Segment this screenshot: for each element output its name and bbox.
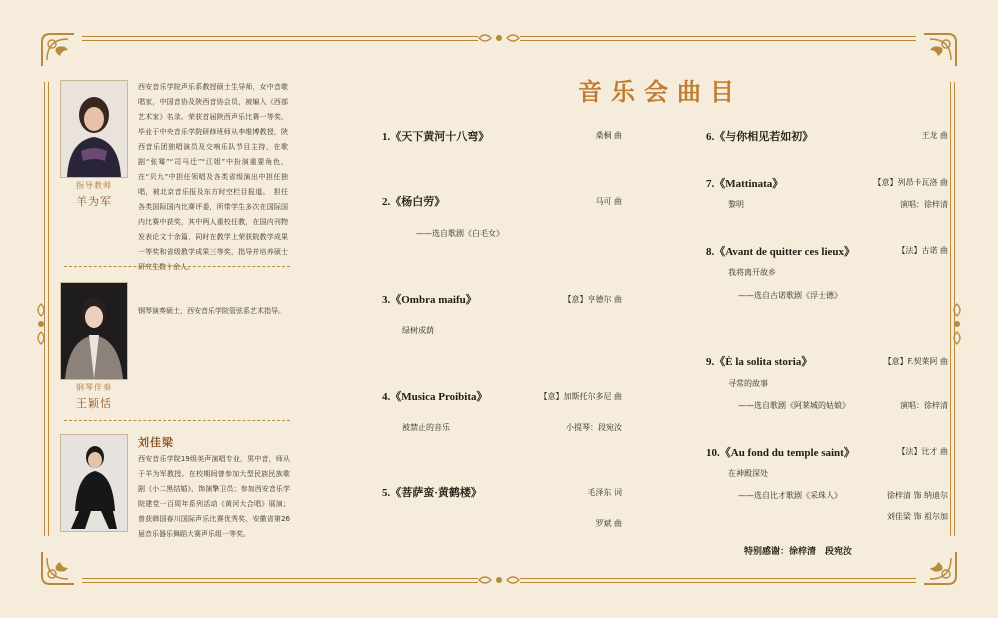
piece-5-title: 5.《菩萨蛮·黄鹤楼》 <box>382 487 482 499</box>
program-title: 音乐会曲目 <box>578 77 743 106</box>
piece-9-source: ——选自歌剧《阿莱城的姑娘》 <box>738 401 850 410</box>
pianist-name: 王颖恬 <box>76 398 112 410</box>
piece-3-credit: 【意】亨德尔 曲 <box>563 295 622 304</box>
pianist-photo <box>60 282 128 380</box>
piece-8-title: 8.《Avant de quitter ces lieux》 <box>706 246 855 258</box>
teacher-photo <box>60 80 128 178</box>
teacher-role: 指导教师 <box>76 181 112 190</box>
piece-1-credit: 桑桐 曲 <box>595 131 622 140</box>
frame-top-right-line <box>520 36 916 37</box>
piece-10-credit: 【法】比才 曲 <box>897 447 948 456</box>
piece-1-title: 1.《天下黄河十八弯》 <box>382 131 490 143</box>
singer-photo <box>60 434 128 532</box>
pianist-role: 钢琴伴奏 <box>76 383 112 392</box>
piece-7-performer: 演唱：徐梓清 <box>900 200 948 209</box>
piece-9-subtitle: 寻常的故事 <box>728 379 768 388</box>
piece-8-subtitle: 我将离开故乡 <box>728 268 776 277</box>
piece-2-title: 2.《杨白劳》 <box>382 196 446 208</box>
piece-10-source: ——选自比才歌剧《采珠人》 <box>738 491 842 500</box>
piece-9-title: 9.《È la solita storia》 <box>706 356 813 368</box>
piece-6-title: 6.《与你相见若如初》 <box>706 131 814 143</box>
frame-bottom-right-line-2 <box>520 582 916 583</box>
frame-top-left-line <box>82 36 478 37</box>
corner-ornament-icon <box>920 30 960 70</box>
scroll-ornament-icon <box>477 573 521 587</box>
piece-4-subtitle: 被禁止的音乐 <box>402 423 450 432</box>
piece-8-credit: 【法】古诺 曲 <box>897 246 948 255</box>
piece-10-cast-1: 徐梓清 饰 纳迪尔 <box>886 491 948 500</box>
frame-left-line-2 <box>48 82 49 536</box>
section-divider <box>64 420 290 421</box>
piece-3-title: 3.《Ombra maifu》 <box>382 294 477 306</box>
corner-ornament-icon <box>920 548 960 588</box>
corner-ornament-icon <box>38 548 78 588</box>
piece-10-title: 10.《Au fond du temple saint》 <box>706 447 855 459</box>
corner-ornament-icon <box>38 30 78 70</box>
frame-bottom-left-line-2 <box>82 582 478 583</box>
scroll-ornament-icon <box>34 302 48 346</box>
piece-8-source: ——选自古诺歌剧《浮士德》 <box>738 291 842 300</box>
frame-top-left-line-2 <box>82 40 478 41</box>
piece-3-subtitle: 绿树成荫 <box>402 326 434 335</box>
frame-bottom-left-line <box>82 578 478 579</box>
piece-7-title: 7.《Mattinata》 <box>706 178 784 190</box>
pianist-bio: 钢琴演奏硕士，西安音乐学院管弦系艺术指导。 <box>138 307 285 315</box>
piece-9-credit: 【意】F.契莱阿 曲 <box>883 357 948 366</box>
special-thanks: 特别感谢：徐梓清 段宛汝 <box>744 547 853 557</box>
piece-7-credit: 【意】列昂卡瓦洛 曲 <box>873 178 948 187</box>
piece-5-credit2: 罗斌 曲 <box>595 519 622 528</box>
piece-10-cast-2: 刘佳梁 饰 祖尔加 <box>886 512 948 521</box>
piece-2-credit: 马可 曲 <box>595 197 622 206</box>
scroll-ornament-icon <box>477 31 521 45</box>
piece-10-subtitle: 在神殿深处 <box>728 469 768 478</box>
piece-7-subtitle: 黎明 <box>728 200 744 209</box>
teacher-bio: 西安音乐学院声乐系教授硕士生导师，女中音歌唱家，中国音协及陕西音协会员，被编入《西部艺术家》名录。荣获首届陕西声乐比赛一等奖，毕业于中央音乐学院研修班师从李维博教授，陕西音乐团独唱演员及交响乐队节目主持，在歌剧“张骞”“司马迁”“江姐”中扮演重要角色，在“贝九”中担任领唱及各类省级演出中担任独唱，被北京音乐报及东方时空栏目报道。 担任各类国际国内比赛评委，所带学生多次在国际国内比赛中获奖，其中两人重校任教，在国内刊物发表论文十余篇，同时在教学上荣获院教学成果一等奖和省级教学成果三等奖，指导并培养硕士研究生数十余人。 <box>138 83 288 271</box>
section-divider <box>64 266 290 267</box>
piece-4-performer: 小提琴：段宛汝 <box>566 423 622 432</box>
singer-name: 刘佳梁 <box>138 437 174 449</box>
piece-9-performer: 演唱：徐梓清 <box>900 401 948 410</box>
singer-bio: 西安音乐学院19级美声演唱专业，男中音，师从于羊为军教授。在校期间曾参加大型民族民族歌剧《小二黑结婚》，饰演擎卫员；参加西安音乐学院建党一百周年系列活动《黄河大合唱》展演；曾获韩国春川国际声乐比赛优秀奖、安徽省第26届音乐器乐舞蹈大赛声乐组一等奖。 <box>138 455 290 538</box>
piece-2-source: ——选自歌剧《白毛女》 <box>416 229 504 238</box>
piece-5-credit: 毛泽东 词 <box>587 488 622 497</box>
teacher-name: 羊为军 <box>76 196 112 208</box>
piece-4-credit: 【意】加斯托尔多尼 曲 <box>539 392 622 401</box>
piece-4-title: 4.《Musica Proibita》 <box>382 391 488 403</box>
scroll-ornament-icon <box>950 302 964 346</box>
piece-6-credit: 王龙 曲 <box>921 131 948 140</box>
frame-bottom-right-line <box>520 578 916 579</box>
frame-top-right-line-2 <box>520 40 916 41</box>
